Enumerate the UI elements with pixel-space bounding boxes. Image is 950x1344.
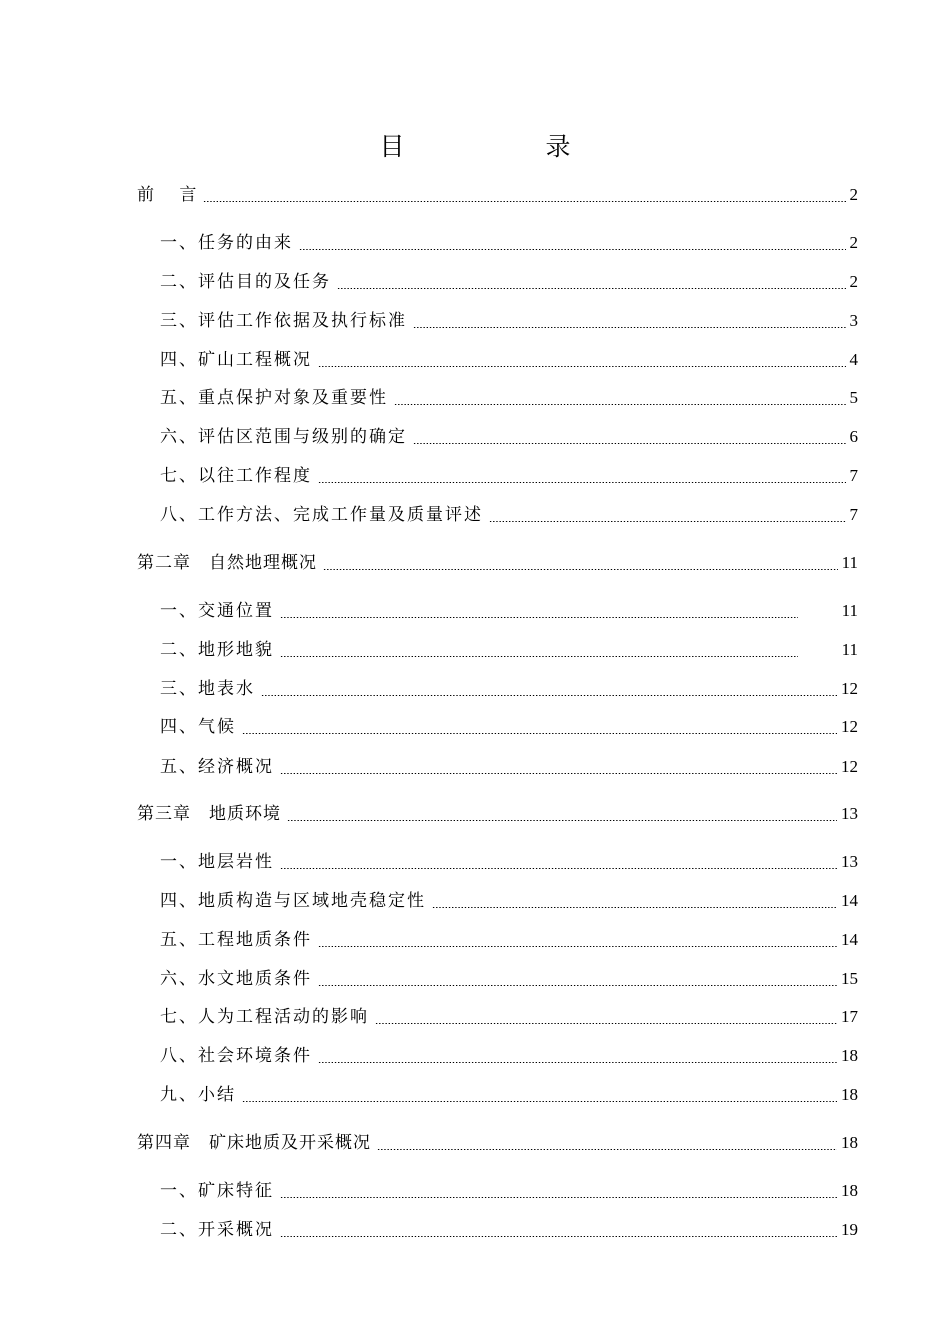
toc-leader-dots bbox=[242, 733, 837, 734]
toc-entry[interactable] bbox=[160, 309, 858, 333]
toc-entry-label: 七、以往工作程度 bbox=[160, 466, 312, 486]
toc-page-number: 18 bbox=[841, 1085, 858, 1104]
toc-leader-dots bbox=[261, 695, 837, 696]
toc-entry-label: 八、社会环境条件 bbox=[160, 1046, 312, 1066]
toc-leader-dots bbox=[394, 404, 846, 405]
toc-leader-dots bbox=[489, 521, 846, 522]
toc-entry-label: 三、地表水 bbox=[160, 679, 255, 699]
toc-leader-dots bbox=[337, 288, 846, 289]
toc-entry-label: 八、工作方法、完成工作量及质量评述 bbox=[160, 505, 483, 525]
toc-entry-label: 第三章 地质环境 bbox=[137, 804, 281, 824]
toc-page-number: 19 bbox=[841, 1220, 858, 1239]
toc-page-number: 15 bbox=[841, 969, 858, 988]
toc-entry[interactable] bbox=[160, 967, 858, 991]
toc-leader-dots bbox=[413, 327, 846, 328]
toc-leader-dots bbox=[280, 617, 798, 618]
toc-entry[interactable] bbox=[160, 850, 858, 874]
toc-page-number: 4 bbox=[849, 350, 858, 369]
toc-leader-dots bbox=[280, 773, 837, 774]
toc-leader-dots bbox=[299, 249, 846, 250]
toc-entry[interactable] bbox=[160, 425, 858, 449]
toc-page-number: 3 bbox=[849, 311, 858, 330]
toc-leader-dots bbox=[318, 366, 846, 367]
toc-entry[interactable] bbox=[160, 1179, 858, 1203]
toc-entry[interactable] bbox=[160, 677, 858, 701]
toc-leader-dots bbox=[318, 985, 837, 986]
toc-entry-label: 二、地形地貌 bbox=[160, 640, 274, 660]
toc-leader-dots bbox=[280, 1197, 837, 1198]
toc-page-number: 12 bbox=[841, 757, 858, 776]
toc-leader-dots bbox=[377, 1149, 837, 1150]
toc-entry[interactable] bbox=[160, 599, 858, 623]
toc-page-number: 14 bbox=[841, 930, 858, 949]
toc-entry[interactable] bbox=[160, 928, 858, 952]
toc-entry-label: 九、小结 bbox=[160, 1085, 236, 1105]
toc-leader-dots bbox=[318, 482, 846, 483]
toc-entry-label: 第四章 矿床地质及开采概况 bbox=[137, 1133, 371, 1153]
toc-page-number: 6 bbox=[849, 427, 858, 446]
toc-entry-label: 六、水文地质条件 bbox=[160, 969, 312, 989]
toc-entry[interactable] bbox=[160, 715, 858, 739]
toc-chapter-entry[interactable] bbox=[137, 1131, 858, 1155]
toc-chapter-entry[interactable] bbox=[137, 551, 858, 575]
toc-leader-dots bbox=[318, 946, 837, 947]
toc-entry-label: 二、开采概况 bbox=[160, 1220, 274, 1240]
toc-entry[interactable] bbox=[160, 1005, 858, 1029]
toc-leader-dots bbox=[203, 201, 845, 202]
toc-entry[interactable] bbox=[160, 1044, 858, 1068]
toc-entry-label: 四、矿山工程概况 bbox=[160, 350, 312, 370]
toc-page-number: 18 bbox=[841, 1133, 858, 1152]
toc-page-number: 11 bbox=[841, 553, 858, 572]
toc-entry[interactable] bbox=[160, 464, 858, 488]
toc-entry-label: 四、气候 bbox=[160, 717, 236, 737]
toc-entry-label: 五、经济概况 bbox=[160, 757, 274, 777]
toc-leader-dots bbox=[280, 1236, 837, 1237]
toc-entry-label: 一、矿床特征 bbox=[160, 1181, 274, 1201]
toc-page-number: 5 bbox=[849, 388, 858, 407]
toc-entry[interactable] bbox=[160, 503, 858, 527]
toc-entry-label: 一、交通位置 bbox=[160, 601, 274, 621]
toc-leader-dots bbox=[318, 1062, 837, 1063]
toc-entry-preface[interactable] bbox=[137, 183, 858, 207]
toc-page-number: 18 bbox=[841, 1181, 858, 1200]
toc-entry-label: 六、评估区范围与级别的确定 bbox=[160, 427, 407, 447]
toc-page-number: 7 bbox=[849, 505, 858, 524]
toc-page-number: 12 bbox=[841, 717, 858, 736]
toc-entry-label: 五、重点保护对象及重要性 bbox=[160, 388, 388, 408]
page-title: 目 录 bbox=[379, 132, 629, 161]
toc-page-number: 11 bbox=[841, 601, 858, 620]
toc-page-number: 17 bbox=[841, 1007, 858, 1026]
toc-page-number: 7 bbox=[849, 466, 858, 485]
toc-page-number: 13 bbox=[841, 852, 858, 871]
toc-entry[interactable] bbox=[160, 270, 858, 294]
toc-leader-dots bbox=[375, 1023, 837, 1024]
toc-entry-label: 第二章 自然地理概况 bbox=[137, 553, 317, 573]
toc-leader-dots bbox=[432, 907, 837, 908]
toc-leader-dots bbox=[413, 443, 846, 444]
toc-entry-label: 一、任务的由来 bbox=[160, 233, 293, 253]
toc-page-number: 2 bbox=[849, 272, 858, 291]
toc-page-number: 18 bbox=[841, 1046, 858, 1065]
toc-leader-dots bbox=[280, 656, 798, 657]
toc-chapter-entry[interactable] bbox=[137, 802, 858, 826]
toc-page-number: 13 bbox=[841, 804, 858, 823]
toc-entry[interactable] bbox=[160, 1218, 858, 1242]
toc-entry-label: 二、评估目的及任务 bbox=[160, 272, 331, 292]
toc-entry-label: 一、地层岩性 bbox=[160, 852, 274, 872]
toc-leader-dots bbox=[242, 1101, 837, 1102]
toc-entry[interactable] bbox=[160, 386, 858, 410]
toc-leader-dots bbox=[280, 868, 837, 869]
toc-page-number: 12 bbox=[841, 679, 858, 698]
toc-page-number: 14 bbox=[841, 891, 858, 910]
toc-page-number: 11 bbox=[841, 640, 858, 659]
toc-entry[interactable] bbox=[160, 348, 858, 372]
toc-entry[interactable] bbox=[160, 755, 858, 779]
toc-page-number: 2 bbox=[849, 233, 858, 252]
toc-entry-label: 七、人为工程活动的影响 bbox=[160, 1007, 369, 1027]
toc-entry[interactable] bbox=[160, 638, 858, 662]
toc-entry-label: 四、地质构造与区域地壳稳定性 bbox=[160, 891, 426, 911]
toc-entry-label: 三、评估工作依据及执行标准 bbox=[160, 311, 407, 331]
toc-entry-label: 五、工程地质条件 bbox=[160, 930, 312, 950]
toc-entry[interactable] bbox=[160, 231, 858, 255]
toc-leader-dots bbox=[323, 569, 838, 570]
toc-entry[interactable] bbox=[160, 1083, 858, 1107]
toc-entry[interactable] bbox=[160, 889, 858, 913]
toc-entry-label: 前 言 bbox=[137, 185, 198, 205]
toc-page-number: 2 bbox=[849, 185, 858, 204]
toc-leader-dots bbox=[287, 820, 837, 821]
